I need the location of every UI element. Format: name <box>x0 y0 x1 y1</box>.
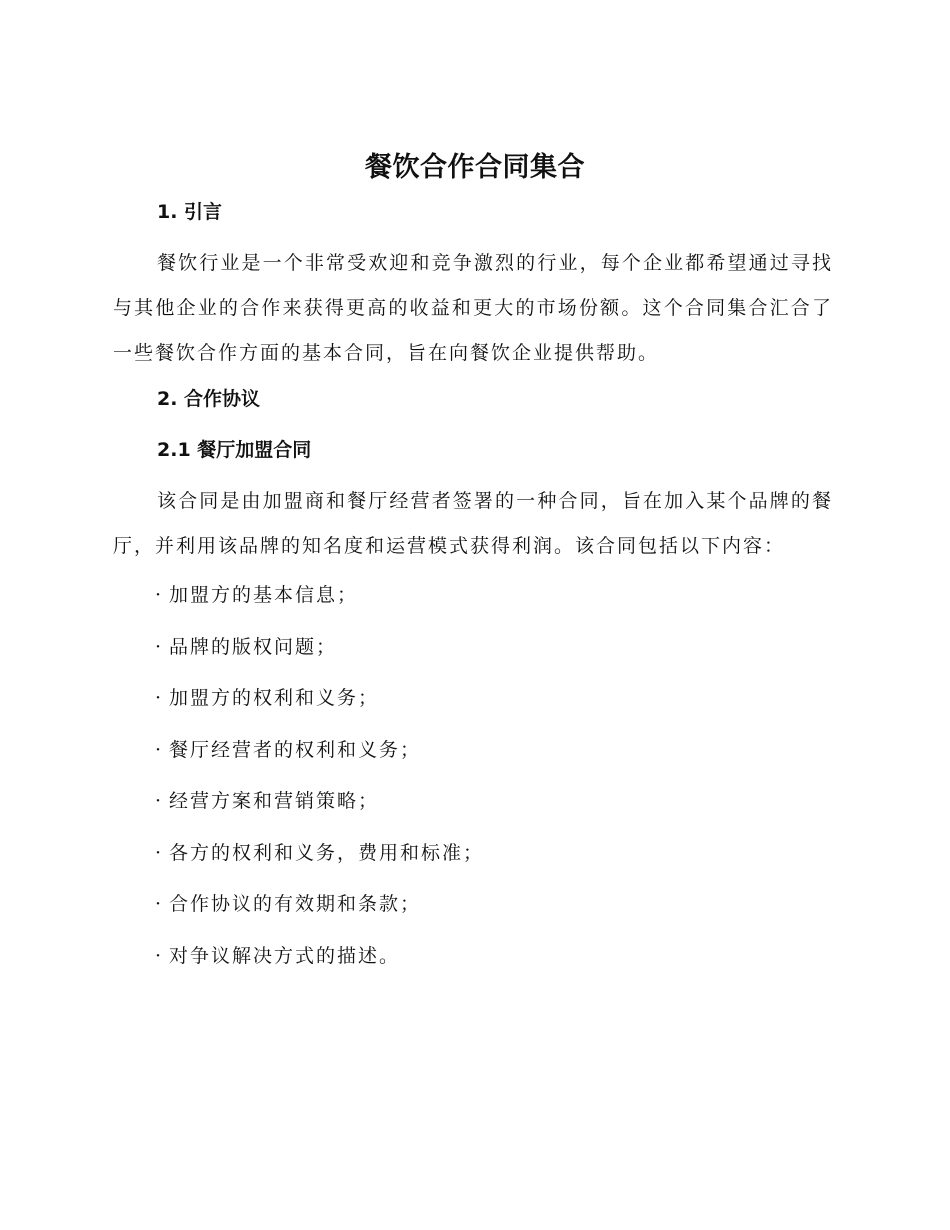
list-item <box>155 685 484 737</box>
bullet-icon: · <box>155 687 164 709</box>
bullet-icon: · <box>155 841 164 864</box>
list-item <box>155 943 484 995</box>
section-heading-intro: 1. 引言 <box>157 201 223 223</box>
list-item-text: 各方的权利和义务，费用和标准； <box>169 841 485 864</box>
section-heading-cooperation: 2. 合作协议 <box>157 388 261 410</box>
list-item-text: 加盟方的权利和义务； <box>169 687 380 709</box>
bullet-icon: · <box>155 738 164 761</box>
bullet-icon: · <box>155 944 164 967</box>
list-item <box>155 788 484 840</box>
list-item <box>155 840 484 892</box>
bullet-icon: · <box>155 790 164 812</box>
list-item-text: 经营方案和营销策略； <box>169 790 380 812</box>
franchise-paragraph: 该合同是由加盟商和餐厅经营者签署的一种合同，旨在加入某个品牌的餐厅，并利用该品牌的知名度和运营模式获得利润。该合同包括以下内容： <box>113 490 833 557</box>
list-item-text: 合作协议的有效期和条款； <box>169 893 422 915</box>
list-item <box>155 634 484 686</box>
document-title: 餐饮合作合同集合 <box>365 152 585 183</box>
list-item-text: 餐厅经营者的权利和义务； <box>169 738 422 761</box>
subsection-heading-franchise: 2.1 餐厅加盟合同 <box>157 439 312 461</box>
list-item <box>155 891 484 943</box>
list-item <box>155 737 484 789</box>
bullet-icon: · <box>155 584 164 606</box>
franchise-contents-list <box>155 582 484 994</box>
list-item-text: 品牌的版权问题； <box>169 635 338 658</box>
list-item-text: 加盟方的基本信息； <box>169 584 359 606</box>
bullet-icon: · <box>155 893 164 915</box>
list-item <box>155 582 484 634</box>
list-item-text: 对争议解决方式的描述。 <box>169 944 401 967</box>
bullet-icon: · <box>155 635 164 658</box>
intro-paragraph: 餐饮行业是一个非常受欢迎和竞争激烈的行业，每个企业都希望通过寻找与其他企业的合作来获得更高的收益和更大的市场份额。这个合同集合汇合了一些餐饮合作方面的基本合同，旨在向餐饮企业提供帮助。 <box>113 252 833 364</box>
